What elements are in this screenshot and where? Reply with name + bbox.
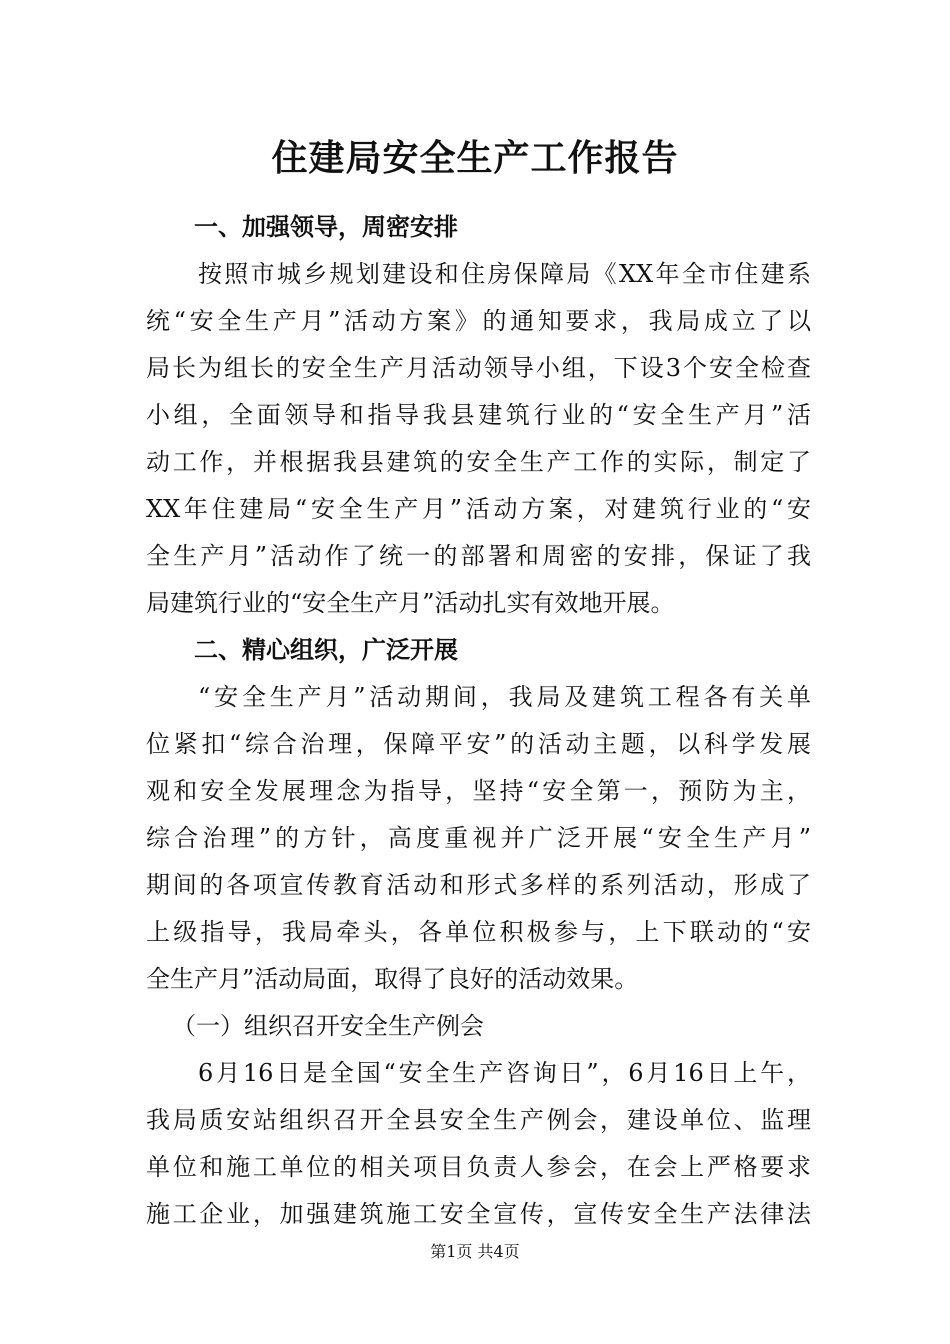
paragraph-line: 施工企业，加强建筑施工安全宣传，宣传安全生产法律法 bbox=[146, 1200, 811, 1228]
section-paragraph-2 bbox=[146, 674, 811, 1003]
section-paragraph-1 bbox=[146, 251, 811, 627]
section-heading-1: 一、加强领导，周密安排 bbox=[194, 213, 458, 241]
paragraph-line: 局长为组长的安全生产月活动领导小组，下设3个安全检查 bbox=[146, 354, 811, 382]
section-paragraph-3 bbox=[146, 1050, 811, 1238]
page-number-footer: 第1页 共4页 bbox=[430, 1242, 520, 1261]
paragraph-line: 我局质安站组织召开全县安全生产例会，建设单位、监理 bbox=[146, 1106, 811, 1134]
document-body bbox=[146, 204, 811, 1238]
paragraph-line: 全生产月”活动作了统一的部署和周密的安排，保证了我 bbox=[146, 542, 811, 570]
paragraph-line: 按照市城乡规划建设和住房保障局《XX年全市住建系 bbox=[198, 260, 811, 288]
paragraph-line: 观和安全发展理念为指导，坚持“安全第一，预防为主， bbox=[146, 777, 811, 805]
paragraph-line: 期间的各项宣传教育活动和形式多样的系列活动，形成了 bbox=[146, 871, 811, 899]
paragraph-line: “安全生产月”活动期间，我局及建筑工程各有关单 bbox=[198, 683, 811, 711]
paragraph-line: XX年住建局“安全生产月”活动方案，对建筑行业的“安 bbox=[146, 495, 811, 523]
paragraph-line: 动工作，并根据我县建筑的安全生产工作的实际，制定了 bbox=[146, 448, 811, 476]
paragraph-line: 单位和施工单位的相关项目负责人参会，在会上严格要求 bbox=[146, 1153, 811, 1181]
paragraph-line: 6月16日是全国“安全生产咨询日”，6月16日上午， bbox=[198, 1059, 811, 1087]
paragraph-line: 全生产月”活动局面，取得了良好的活动效果。 bbox=[146, 965, 639, 993]
paragraph-line: 局建筑行业的“安全生产月”活动扎实有效地开展。 bbox=[146, 589, 675, 617]
document-title: 住建局安全生产工作报告 bbox=[271, 137, 679, 179]
paragraph-line: 统“安全生产月”活动方案》的通知要求，我局成立了以 bbox=[146, 307, 811, 335]
subsection-heading-1: （一）组织召开安全生产例会 bbox=[172, 1012, 484, 1040]
section-heading-2: 二、精心组织，广泛开展 bbox=[194, 636, 458, 664]
paragraph-line: 小组，全面领导和指导我县建筑行业的“安全生产月”活 bbox=[146, 401, 811, 429]
paragraph-line: 上级指导，我局牵头，各单位积极参与，上下联动的“安 bbox=[146, 918, 811, 946]
paragraph-line: 位紧扣“综合治理，保障平安”的活动主题，以科学发展 bbox=[146, 730, 811, 758]
paragraph-line: 综合治理”的方针，高度重视并广泛开展“安全生产月” bbox=[146, 824, 811, 852]
